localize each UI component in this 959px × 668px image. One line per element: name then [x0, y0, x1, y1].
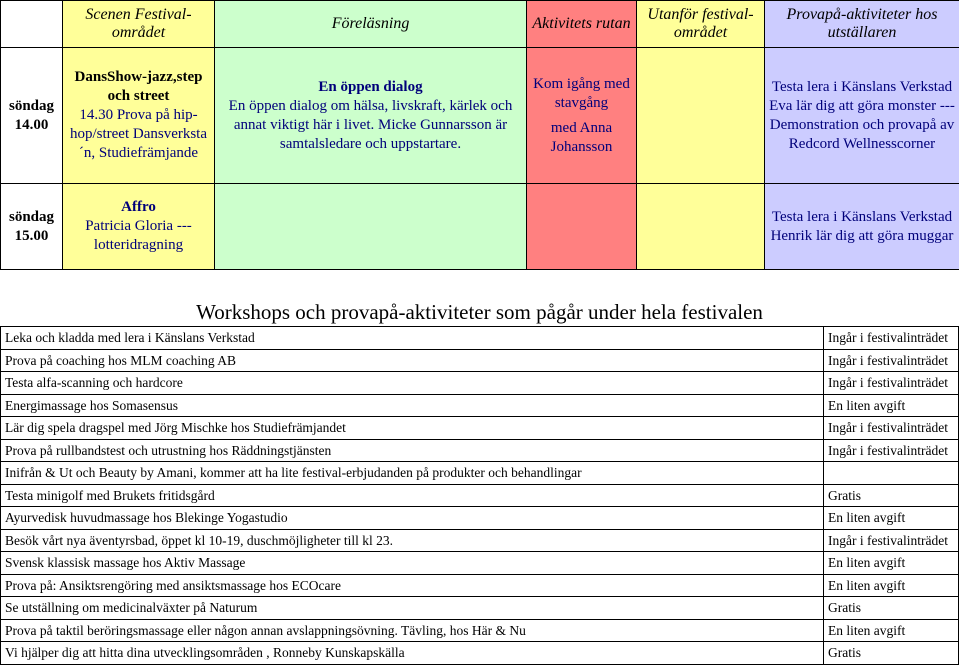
workshop-row — [1, 372, 959, 395]
workshop-price: Gratis — [824, 484, 959, 507]
workshop-row — [1, 439, 959, 462]
workshop-price: En liten avgift — [824, 394, 959, 417]
workshop-activity: Inifrån & Ut och Beauty by Amani, kommer att ha lite festival-erbjudanden på produkter och behandlingar — [1, 462, 824, 485]
scen-body: 14.30 Prova på hip-hop/street Dansverksta´n, Studiefrämjande — [69, 107, 208, 161]
workshop-activity: Prova på: Ansiktsrengöring med ansiktsmassage hos ECOcare — [1, 574, 824, 597]
workshop-activity: Svensk klassisk massage hos Aktiv Massage — [1, 552, 824, 575]
workshop-activity: Besök vårt nya äventyrsbad, öppet kl 10-19, duschmöjligheter till kl 23. — [1, 529, 824, 552]
row-day: söndag 15.00 — [1, 184, 63, 270]
workshop-price: Gratis — [824, 642, 959, 665]
workshop-row — [1, 484, 959, 507]
header-scen: Scenen Festival-området — [63, 1, 215, 48]
aktivitet-cell — [527, 184, 637, 270]
workshop-price: Gratis — [824, 597, 959, 620]
workshop-price: En liten avgift — [824, 552, 959, 575]
workshop-activity: Vi hjälper dig att hitta dina utvecklingsområden , Ronneby Kunskapskälla — [1, 642, 824, 665]
aktivitet-line1: Kom igång med stavgång — [533, 75, 630, 111]
schedule-row — [1, 48, 959, 184]
utanfor-cell — [637, 184, 765, 270]
workshop-activity: Ayurvedisk huvudmassage hos Blekinge Yogastudio — [1, 507, 824, 530]
scen-body: Patricia Gloria --- lotteridragning — [85, 218, 192, 253]
provapa-cell: Testa lera i Känslans Verkstad Eva lär dig att göra monster --- Demonstration och provapå av Redcord Wellnesscorner — [765, 48, 959, 184]
scen-title: DansShow-jazz,step och street — [74, 69, 203, 104]
workshop-activity: Testa minigolf med Brukets fritidsgård — [1, 484, 824, 507]
scen-cell — [63, 48, 215, 184]
row-day: söndag 14.00 — [1, 48, 63, 184]
provapa-cell: Testa lera i Känslans Verkstad Henrik lär dig att göra muggar — [765, 184, 959, 270]
header-day — [1, 1, 63, 48]
forelasning-title: En öppen dialog — [318, 78, 423, 95]
workshop-price: En liten avgift — [824, 507, 959, 530]
workshop-row — [1, 597, 959, 620]
workshop-activity: Leka och kladda med lera i Känslans Verkstad — [1, 327, 824, 350]
schedule-table — [0, 0, 959, 270]
workshop-activity: Lär dig spela dragspel med Jörg Mischke hos Studiefrämjandet — [1, 417, 824, 440]
workshop-row — [1, 327, 959, 350]
workshop-row — [1, 349, 959, 372]
workshop-activity: Energimassage hos Somasensus — [1, 394, 824, 417]
workshop-price: En liten avgift — [824, 574, 959, 597]
workshop-price — [824, 462, 959, 485]
workshop-activity: Prova på rullbandstest och utrustning hos Räddningstjänsten — [1, 439, 824, 462]
workshop-row — [1, 462, 959, 485]
workshop-row — [1, 507, 959, 530]
schedule-header-row — [1, 1, 959, 48]
workshop-row — [1, 574, 959, 597]
workshop-price: En liten avgift — [824, 619, 959, 642]
workshop-price: Ingår i festivalinträdet — [824, 439, 959, 462]
aktivitet-cell — [527, 48, 637, 184]
header-provapa: Provapå-aktiviteter hos utställaren — [765, 1, 959, 48]
workshop-row — [1, 552, 959, 575]
workshop-row — [1, 619, 959, 642]
workshop-price: Ingår i festivalinträdet — [824, 349, 959, 372]
workshop-price: Ingår i festivalinträdet — [824, 327, 959, 350]
workshop-activity: Se utställning om medicinalväxter på Naturum — [1, 597, 824, 620]
workshop-price: Ingår i festivalinträdet — [824, 529, 959, 552]
header-forelasning: Föreläsning — [215, 1, 527, 48]
workshop-row — [1, 642, 959, 665]
workshop-activity: Testa alfa-scanning och hardcore — [1, 372, 824, 395]
workshop-price: Ingår i festivalinträdet — [824, 417, 959, 440]
utanfor-cell — [637, 48, 765, 184]
header-aktivitetsrutan: Aktivitets rutan — [527, 1, 637, 48]
workshop-row — [1, 417, 959, 440]
workshop-row — [1, 394, 959, 417]
workshop-activity: Prova på taktil beröringsmassage eller någon annan avslappningsövning. Tävling, hos Här & Nu — [1, 619, 824, 642]
workshops-title: Workshops och provapå-aktiviteter som pågår under hela festivalen — [196, 300, 763, 324]
forelasning-cell — [215, 184, 527, 270]
forelasning-body: En öppen dialog om hälsa, livskraft, kärlek och annat viktigt här i livet. Micke Gunnarsson är samtalsledare och uppstartare. — [228, 97, 513, 152]
aktivitet-line2: med Anna Johansson — [550, 119, 613, 155]
workshop-row — [1, 529, 959, 552]
workshops-table — [0, 326, 959, 665]
schedule-row — [1, 184, 959, 270]
workshop-activity: Prova på coaching hos MLM coaching AB — [1, 349, 824, 372]
forelasning-cell — [215, 48, 527, 184]
scen-title: Affro — [121, 199, 156, 215]
workshop-price: Ingår i festivalinträdet — [824, 372, 959, 395]
header-utanfor: Utanför festival-området — [637, 1, 765, 48]
scen-cell — [63, 184, 215, 270]
